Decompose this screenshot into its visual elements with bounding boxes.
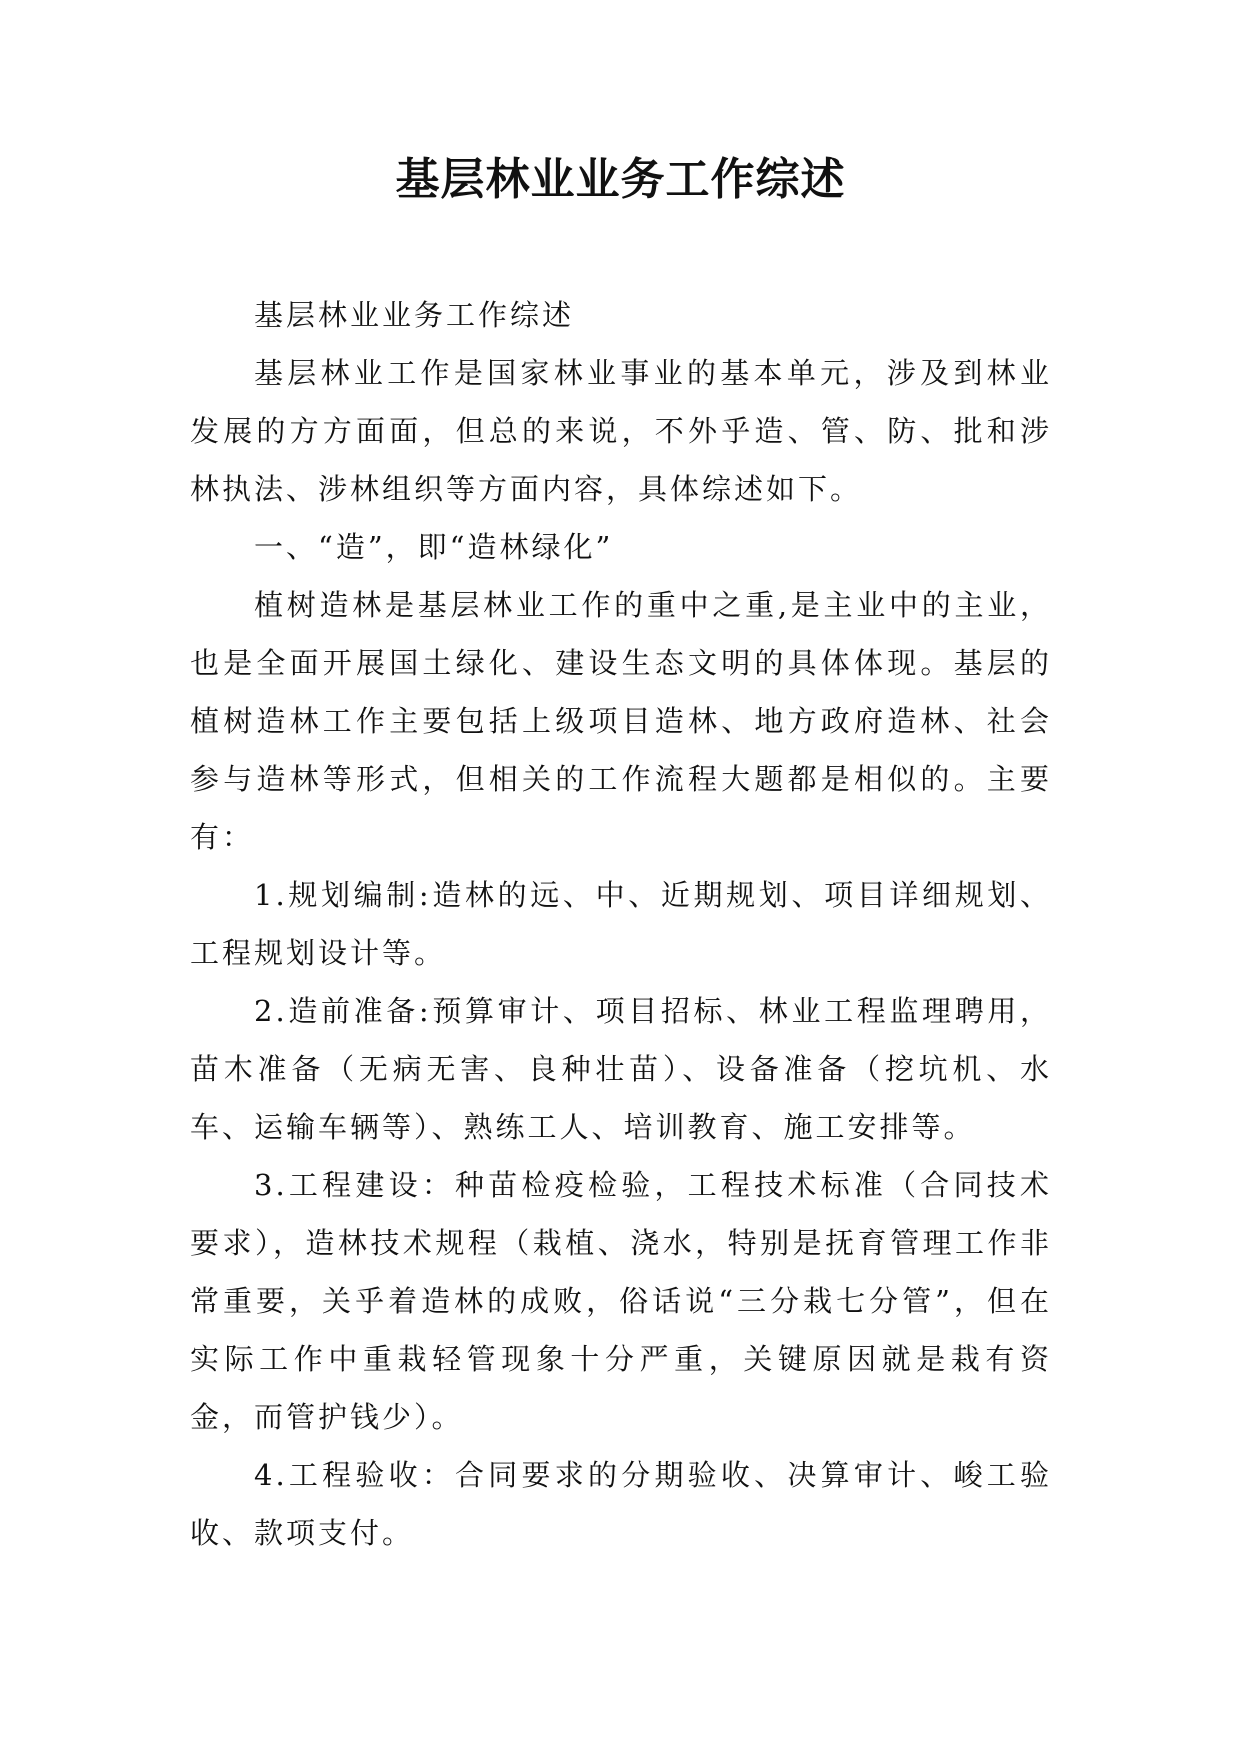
paragraph-intro: 基层林业工作是国家林业事业的基本单元，涉及到林业发展的方方面面，但总的来说，不外乎造、管、防、批和涉林执法、涉林组织等方面内容，具体综述如下。 (190, 356, 1052, 506)
list-item-construction: 3.工程建设：种苗检疫检验，工程技术标准（合同技术要求），造林技术规程（栽植、浇水，特别是抚育管理工作非常重要，关乎着造林的成败，俗话说“三分栽七分管”，但在实际工作中重栽轻管现象十分严重，关键原因就是栽有资金，而管护钱少）。 (190, 1168, 1052, 1434)
list-item-preparation: 2.造前准备:预算审计、项目招标、林业工程监理聘用，苗木准备（无病无害、良种壮苗）、设备准备（挖坑机、水车、运输车辆等）、熟练工人、培训教育、施工安排等。 (190, 994, 1052, 1144)
section-heading: 一、“造”，即“造林绿化” (254, 530, 614, 564)
list-item-planning: 1.规划编制:造林的远、中、近期规划、项目详细规划、工程规划设计等。 (190, 878, 1052, 970)
list-item-acceptance: 4.工程验收：合同要求的分期验收、决算审计、峻工验收、款项支付。 (190, 1458, 1052, 1550)
document-title: 基层林业业务工作综述 (395, 154, 846, 205)
paragraph-subtitle: 基层林业业务工作综述 (254, 298, 575, 332)
document-body (190, 286, 1052, 1562)
paragraph-afforestation: 植树造林是基层林业工作的重中之重,是主业中的主业，也是全面开展国土绿化、建设生态文明的具体体现。基层的植树造林工作主要包括上级项目造林、地方政府造林、社会参与造林等形式，但相关的工作流程大题都是相似的。主要有： (190, 588, 1052, 854)
